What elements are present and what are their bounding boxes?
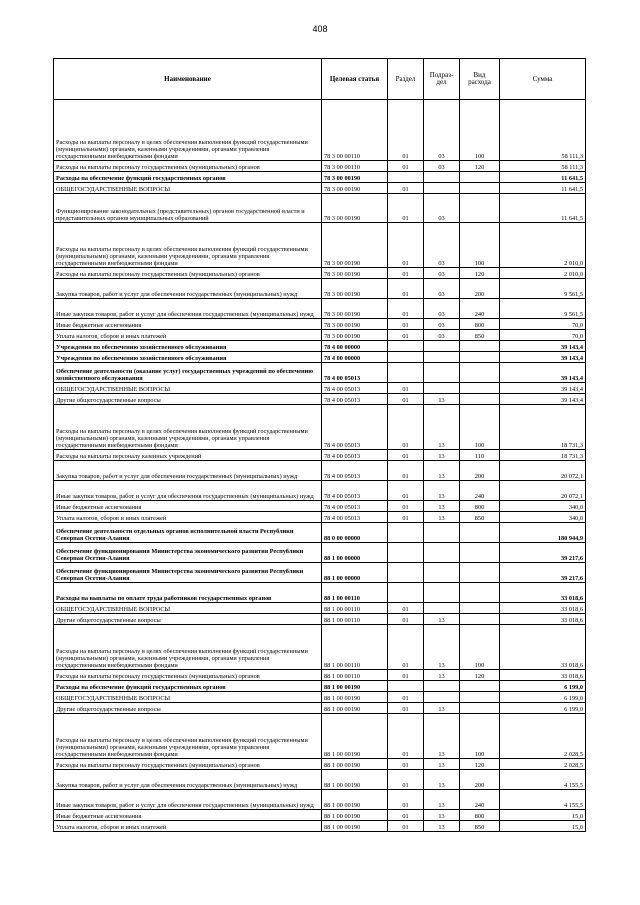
row-expense-type: 120 (460, 670, 500, 681)
row-subsection (424, 681, 460, 692)
row-expense-type: 240 (460, 481, 500, 501)
row-section: 01 (388, 279, 424, 299)
row-expense-type (460, 383, 500, 394)
row-section: 01 (388, 603, 424, 614)
row-section: 01 (388, 625, 424, 670)
row-sum: 33 018,6 (500, 614, 586, 625)
row-target-code: 88 1 00 00000 (322, 563, 388, 583)
row-section (388, 543, 424, 563)
row-section (388, 563, 424, 583)
row-sum: 70,0 (500, 319, 586, 330)
row-section: 01 (388, 512, 424, 523)
row-expense-type (460, 614, 500, 625)
row-section: 01 (388, 481, 424, 501)
row-name: Расходы на выплаты по оплате труда работников государственных органов (54, 583, 322, 603)
row-subsection: 13 (424, 405, 460, 450)
row-expense-type (460, 583, 500, 603)
row-sum: 11 641,5 (500, 194, 586, 223)
row-subsection: 13 (424, 501, 460, 512)
table-row (54, 330, 586, 341)
budget-table (53, 58, 586, 832)
row-target-code: 88 1 00 00190 (322, 681, 388, 692)
row-target-code: 78 4 00 05013 (322, 383, 388, 394)
row-section (388, 681, 424, 692)
row-sum: 2 010,0 (500, 268, 586, 279)
row-sum: 11 641,5 (500, 183, 586, 194)
row-sum: 39 217,6 (500, 543, 586, 563)
row-expense-type: 110 (460, 450, 500, 461)
row-expense-type (460, 543, 500, 563)
row-expense-type (460, 172, 500, 183)
row-target-code: 88 1 00 00190 (322, 770, 388, 790)
row-section: 01 (388, 405, 424, 450)
row-expense-type: 850 (460, 330, 500, 341)
row-subsection: 03 (424, 330, 460, 341)
row-section: 01 (388, 268, 424, 279)
table-row (54, 268, 586, 279)
row-subsection (424, 603, 460, 614)
row-sum: 9 561,5 (500, 279, 586, 299)
row-section (388, 172, 424, 183)
row-sum: 33 018,6 (500, 583, 586, 603)
row-section: 01 (388, 770, 424, 790)
table-row (54, 223, 586, 268)
row-name: Расходы на выплаты персоналу государственных (муниципальных) органов (54, 759, 322, 770)
row-target-code: 88 1 00 00000 (322, 543, 388, 563)
row-target-code: 78 4 00 05013 (322, 450, 388, 461)
row-sum: 15,0 (500, 810, 586, 821)
row-sum: 18 731,3 (500, 405, 586, 450)
table-row (54, 450, 586, 461)
row-expense-type: 100 (460, 223, 500, 268)
row-section (388, 352, 424, 363)
row-section: 01 (388, 450, 424, 461)
row-sum: 39 143,4 (500, 363, 586, 383)
row-section: 01 (388, 810, 424, 821)
row-name: Расходы на обеспечение функций государственных органов (54, 681, 322, 692)
header-target: Целевая статья (322, 59, 388, 100)
row-subsection: 13 (424, 790, 460, 810)
table-row (54, 543, 586, 563)
row-sum: 39 217,6 (500, 563, 586, 583)
row-target-code: 78 4 00 05013 (322, 481, 388, 501)
row-section: 01 (388, 714, 424, 759)
table-row (54, 759, 586, 770)
row-subsection (424, 172, 460, 183)
row-subsection: 03 (424, 279, 460, 299)
row-expense-type: 800 (460, 319, 500, 330)
row-expense-type: 200 (460, 770, 500, 790)
row-expense-type: 100 (460, 714, 500, 759)
row-section: 01 (388, 692, 424, 703)
row-expense-type (460, 563, 500, 583)
row-section: 01 (388, 161, 424, 172)
row-name: ОБЩЕГОСУДАРСТВЕННЫЕ ВОПРОСЫ (54, 183, 322, 194)
row-subsection: 03 (424, 299, 460, 319)
row-target-code: 78 3 00 00190 (322, 268, 388, 279)
row-name: Закупка товаров, работ и услуг для обеспечения государственных (муниципальных) нужд (54, 770, 322, 790)
row-name: Иные закупки товаров, работ и услуг для обеспечения государственных (муниципальных) нужд (54, 790, 322, 810)
row-subsection: 13 (424, 625, 460, 670)
row-name: Обеспечение деятельности (оказание услуг) государственных учреждений по обеспечению хозяйственного обслуживания (54, 363, 322, 383)
row-section: 01 (388, 319, 424, 330)
row-subsection: 13 (424, 614, 460, 625)
table-row (54, 172, 586, 183)
row-sum: 33 018,6 (500, 670, 586, 681)
table-row (54, 692, 586, 703)
table-row (54, 714, 586, 759)
row-section: 01 (388, 330, 424, 341)
row-expense-type: 200 (460, 279, 500, 299)
row-subsection: 03 (424, 268, 460, 279)
row-sum: 58 111,3 (500, 100, 586, 161)
row-expense-type (460, 352, 500, 363)
row-sum: 58 111,3 (500, 161, 586, 172)
row-expense-type: 800 (460, 810, 500, 821)
row-name: Иные закупки товаров, работ и услуг для обеспечения государственных (муниципальных) нужд (54, 299, 322, 319)
row-expense-type: 240 (460, 790, 500, 810)
row-subsection: 13 (424, 670, 460, 681)
row-target-code: 88 1 00 00190 (322, 714, 388, 759)
row-name: Расходы на выплаты персоналу в целях обеспечения выполнения функций государственными (муниципальными) органами, казенными учреждениями, органами управления государственными внебюджетными фондами (54, 625, 322, 670)
row-subsection: 13 (424, 714, 460, 759)
row-subsection (424, 523, 460, 543)
row-name: Другие общегосударственные вопросы (54, 614, 322, 625)
row-target-code: 78 3 00 00190 (322, 183, 388, 194)
header-expense-type: Вид расхода (460, 59, 500, 100)
row-name: Иные бюджетные ассигнования (54, 319, 322, 330)
row-sum: 39 143,4 (500, 383, 586, 394)
row-section: 01 (388, 299, 424, 319)
row-name: Другие общегосударственные вопросы (54, 394, 322, 405)
row-target-code: 78 4 00 05013 (322, 501, 388, 512)
table-row (54, 363, 586, 383)
row-name: ОБЩЕГОСУДАРСТВЕННЫЕ ВОПРОСЫ (54, 383, 322, 394)
row-target-code: 88 1 00 00190 (322, 821, 388, 832)
row-target-code: 88 1 00 00190 (322, 790, 388, 810)
row-subsection (424, 183, 460, 194)
row-subsection: 13 (424, 759, 460, 770)
row-name: ОБЩЕГОСУДАРСТВЕННЫЕ ВОПРОСЫ (54, 603, 322, 614)
row-expense-type: 100 (460, 625, 500, 670)
row-sum: 20 072,1 (500, 461, 586, 481)
row-expense-type (460, 603, 500, 614)
row-name: Расходы на выплаты персоналу в целях обеспечения выполнения функций государственными (муниципальными) органами, казенными учреждениями, органами управления государственными внебюджетными фондами (54, 405, 322, 450)
row-sum: 6 199,0 (500, 703, 586, 714)
row-sum: 340,0 (500, 501, 586, 512)
row-expense-type: 240 (460, 299, 500, 319)
table-row (54, 394, 586, 405)
row-subsection (424, 543, 460, 563)
row-section (388, 341, 424, 352)
table-row (54, 405, 586, 450)
row-subsection (424, 383, 460, 394)
row-section: 01 (388, 383, 424, 394)
row-sum: 4 155,5 (500, 770, 586, 790)
table-row (54, 670, 586, 681)
row-section: 01 (388, 461, 424, 481)
row-name: Иные бюджетные ассигнования (54, 810, 322, 821)
row-subsection (424, 363, 460, 383)
row-target-code: 78 3 00 00190 (322, 279, 388, 299)
row-expense-type (460, 703, 500, 714)
row-expense-type: 800 (460, 501, 500, 512)
row-sum: 39 143,4 (500, 341, 586, 352)
row-section: 01 (388, 194, 424, 223)
row-subsection: 13 (424, 770, 460, 790)
row-subsection (424, 341, 460, 352)
row-target-code: 78 4 00 00000 (322, 352, 388, 363)
row-expense-type (460, 341, 500, 352)
row-section: 01 (388, 614, 424, 625)
row-name: Расходы на выплаты персоналу казенных учреждений (54, 450, 322, 461)
row-expense-type: 100 (460, 405, 500, 450)
row-subsection: 03 (424, 194, 460, 223)
row-target-code: 78 3 00 00190 (322, 194, 388, 223)
row-subsection: 13 (424, 821, 460, 832)
row-name: Расходы на выплаты персоналу в целях обеспечения выполнения функций государственными (муниципальными) органами, казенными учреждениями, органами управления государственными внебюджетными фондами (54, 714, 322, 759)
row-target-code: 78 4 00 05013 (322, 394, 388, 405)
row-subsection (424, 352, 460, 363)
table-row (54, 790, 586, 810)
row-section: 01 (388, 703, 424, 714)
row-name: Учреждения по обеспечению хозяйственного обслуживания (54, 352, 322, 363)
row-section: 01 (388, 223, 424, 268)
table-row (54, 625, 586, 670)
row-name: Закупка товаров, работ и услуг для обеспечения государственных (муниципальных) нужд (54, 461, 322, 481)
table-row (54, 821, 586, 832)
header-name: Наименование (54, 59, 322, 100)
row-subsection: 13 (424, 512, 460, 523)
row-section: 01 (388, 394, 424, 405)
row-target-code: 78 4 00 05013 (322, 461, 388, 481)
row-sum: 2 010,0 (500, 223, 586, 268)
table-row (54, 614, 586, 625)
row-expense-type: 850 (460, 512, 500, 523)
header-section: Раздел (388, 59, 424, 100)
row-target-code: 88 1 00 00190 (322, 703, 388, 714)
row-sum: 70,0 (500, 330, 586, 341)
row-expense-type: 850 (460, 821, 500, 832)
row-name: Расходы на выплаты персоналу в целях обеспечения выполнения функций государственными (муниципальными) органами, казенными учреждениями, органами управления государственными внебюджетными фондами (54, 100, 322, 161)
row-target-code: 78 4 00 05013 (322, 512, 388, 523)
row-sum: 4 155,5 (500, 790, 586, 810)
row-subsection (424, 583, 460, 603)
row-name: Расходы на выплаты персоналу государственных (муниципальных) органов (54, 161, 322, 172)
row-expense-type (460, 194, 500, 223)
row-sum: 340,0 (500, 512, 586, 523)
table-row (54, 681, 586, 692)
row-target-code: 78 3 00 00110 (322, 100, 388, 161)
table-row (54, 194, 586, 223)
row-sum: 11 641,5 (500, 172, 586, 183)
table-row (54, 161, 586, 172)
table-row (54, 523, 586, 543)
row-subsection: 03 (424, 319, 460, 330)
table-row (54, 352, 586, 363)
row-subsection: 03 (424, 100, 460, 161)
row-name: Обеспечение деятельности отдельных органов исполнительной власти Республики Северная Осетия-Алания (54, 523, 322, 543)
row-target-code: 88 1 00 00110 (322, 614, 388, 625)
header-subsection: Подраз-дел (424, 59, 460, 100)
table-row (54, 183, 586, 194)
row-expense-type (460, 692, 500, 703)
row-expense-type (460, 183, 500, 194)
row-sum: 9 561,5 (500, 299, 586, 319)
row-target-code: 78 4 00 05013 (322, 363, 388, 383)
row-section (388, 523, 424, 543)
row-section: 01 (388, 759, 424, 770)
row-sum: 33 018,6 (500, 625, 586, 670)
row-name: Иные бюджетные ассигнования (54, 501, 322, 512)
row-name: Другие общегосударственные вопросы (54, 703, 322, 714)
row-expense-type: 100 (460, 100, 500, 161)
row-section: 01 (388, 821, 424, 832)
row-target-code: 78 4 00 05013 (322, 405, 388, 450)
table-row (54, 341, 586, 352)
row-sum: 2 028,5 (500, 759, 586, 770)
row-target-code: 78 3 00 00190 (322, 172, 388, 183)
header-sum: Сумма (500, 59, 586, 100)
row-name: Обеспечение функционирования Министерства экономического развития Республики Северная Осетия-Алания (54, 543, 322, 563)
row-expense-type (460, 394, 500, 405)
row-subsection: 13 (424, 810, 460, 821)
table-row (54, 770, 586, 790)
row-section: 01 (388, 790, 424, 810)
row-target-code: 88 1 00 00110 (322, 603, 388, 614)
row-subsection: 13 (424, 394, 460, 405)
row-sum: 180 944,9 (500, 523, 586, 543)
row-name: Обеспечение функционирования Министерства экономического развития Республики Северная Осетия-Алания (54, 563, 322, 583)
row-target-code: 78 3 00 00190 (322, 223, 388, 268)
row-section: 01 (388, 501, 424, 512)
row-section (388, 583, 424, 603)
row-expense-type (460, 523, 500, 543)
row-expense-type: 120 (460, 759, 500, 770)
row-section: 01 (388, 183, 424, 194)
table-row (54, 603, 586, 614)
row-target-code: 88 0 00 00000 (322, 523, 388, 543)
row-sum: 6 199,0 (500, 681, 586, 692)
row-sum: 15,0 (500, 821, 586, 832)
table-row (54, 512, 586, 523)
row-name: Иные закупки товаров, работ и услуг для обеспечения государственных (муниципальных) нужд (54, 481, 322, 501)
table-row (54, 319, 586, 330)
table-row (54, 703, 586, 714)
row-name: Функционирование законодательных (представительных) органов государственной власти и представительных органов муниципальных образований (54, 194, 322, 223)
row-name: ОБЩЕГОСУДАРСТВЕННЫЕ ВОПРОСЫ (54, 692, 322, 703)
row-name: Уплата налогов, сборов и иных платежей (54, 821, 322, 832)
row-target-code: 78 3 00 00110 (322, 161, 388, 172)
row-name: Уплата налогов, сборов и иных платежей (54, 512, 322, 523)
table-body (54, 100, 586, 832)
row-expense-type: 120 (460, 268, 500, 279)
row-target-code: 88 1 00 00110 (322, 583, 388, 603)
row-name: Расходы на выплаты персоналу в целях обеспечения выполнения функций государственными (муниципальными) органами, казенными учреждениями, органами управления государственными внебюджетными фондами (54, 223, 322, 268)
row-sum: 33 018,6 (500, 603, 586, 614)
row-expense-type: 200 (460, 461, 500, 481)
row-section: 01 (388, 100, 424, 161)
table-row (54, 563, 586, 583)
row-sum: 39 143,4 (500, 394, 586, 405)
row-expense-type: 120 (460, 161, 500, 172)
row-subsection: 03 (424, 161, 460, 172)
row-name: Закупка товаров, работ и услуг для обеспечения государственных (муниципальных) нужд (54, 279, 322, 299)
table-row (54, 299, 586, 319)
row-section: 01 (388, 670, 424, 681)
row-sum: 20 072,1 (500, 481, 586, 501)
row-sum: 18 731,3 (500, 450, 586, 461)
row-target-code: 88 1 00 00190 (322, 692, 388, 703)
row-target-code: 78 4 00 00000 (322, 341, 388, 352)
row-sum: 6 199,0 (500, 692, 586, 703)
row-subsection: 13 (424, 450, 460, 461)
row-name: Расходы на выплаты персоналу государственных (муниципальных) органов (54, 670, 322, 681)
table-row (54, 383, 586, 394)
row-subsection (424, 563, 460, 583)
row-expense-type (460, 363, 500, 383)
row-target-code: 88 1 00 00110 (322, 670, 388, 681)
row-target-code: 78 3 00 00190 (322, 330, 388, 341)
row-expense-type (460, 681, 500, 692)
row-target-code: 78 3 00 00190 (322, 299, 388, 319)
row-target-code: 78 3 00 00190 (322, 319, 388, 330)
row-name: Расходы на выплаты персоналу государственных (муниципальных) органов (54, 268, 322, 279)
table-row (54, 461, 586, 481)
row-target-code: 88 1 00 00190 (322, 759, 388, 770)
table-row (54, 583, 586, 603)
table-header-row (54, 59, 586, 100)
table-row (54, 100, 586, 161)
row-subsection: 13 (424, 461, 460, 481)
row-name: Уплата налогов, сборов и иных платежей (54, 330, 322, 341)
row-subsection (424, 692, 460, 703)
row-name: Учреждения по обеспечению хозяйственного обслуживания (54, 341, 322, 352)
row-target-code: 88 1 00 00190 (322, 810, 388, 821)
table-row (54, 810, 586, 821)
table-row (54, 481, 586, 501)
table-row (54, 501, 586, 512)
row-target-code: 88 1 00 00110 (322, 625, 388, 670)
row-name: Расходы на обеспечение функций государственных органов (54, 172, 322, 183)
row-subsection: 13 (424, 703, 460, 714)
row-subsection: 13 (424, 481, 460, 501)
table-row (54, 279, 586, 299)
page-number: 408 (312, 24, 328, 34)
row-subsection: 03 (424, 223, 460, 268)
row-sum: 39 143,4 (500, 352, 586, 363)
row-sum: 2 028,5 (500, 714, 586, 759)
row-section (388, 363, 424, 383)
